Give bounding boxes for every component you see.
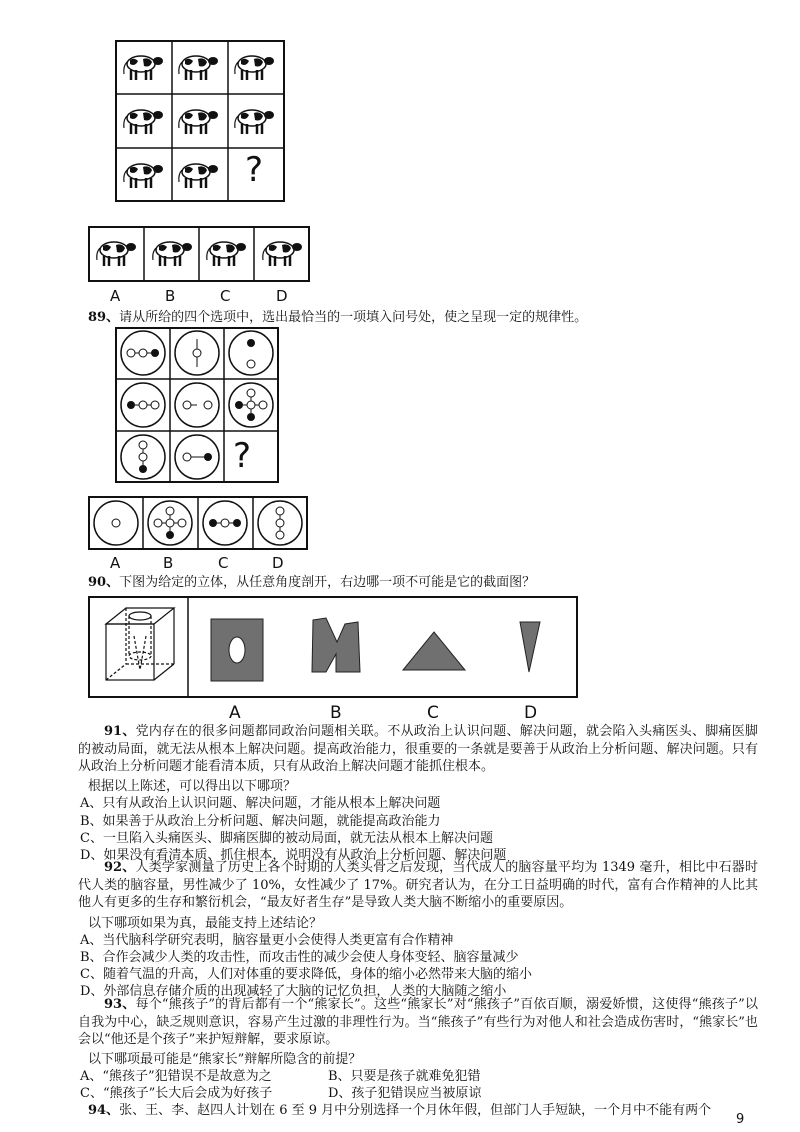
q91-prompt: 根据以上陈述，可以得出以下哪项？ (88, 779, 297, 794)
q94-text: 张、王、李、赵四人计划在 6 至 9 月中分别选择一个月休年假，但部门人手短缺，一个月中不能有两个 (119, 1103, 712, 1118)
q88-cow-r3c1 (121, 158, 167, 192)
q89-number: 89、 (88, 310, 120, 325)
q91-option-c[interactable]: C、一旦陷入头痛医头、脚痛医脚的被动局面，就无法从根本上解决问题 (80, 831, 493, 846)
q94-title (88, 1099, 711, 1118)
q88-cow-r1c1 (121, 50, 167, 84)
q88-question-mark: ? (245, 150, 264, 190)
q92-option-a[interactable]: A、当代脑科学研究表明，脑容量更小会使得人类更富有合作精神 (80, 933, 454, 948)
q88-option-a-label: A (110, 287, 121, 305)
q88-option-a-cow[interactable] (94, 236, 140, 270)
q93-prompt: 以下哪项最可能是“熊家长”辩解所隐含的前提？ (88, 1052, 362, 1067)
q93-number: 93、 (104, 997, 136, 1012)
q89-options-strip[interactable] (88, 496, 308, 550)
q93-option-b[interactable]: B、只要是孩子就难免犯错 (328, 1069, 481, 1084)
q92-text: 人类学家测量了历史上各个时期的人类头骨之后发现，当代成人的脑容量平均为 1349 毫升，相比中石器时代人类的脑容量，男性减少了 10%，女性减少了 17%。研究者认为，在分工日益明确的时代，富有合作精神的人比其他人有更多的生存和繁衍机会，“最友好者生存”是导致人类大脑不断缩小的重要原因。 (78, 860, 758, 911)
q94-number: 94、 (88, 1103, 120, 1118)
q93-paragraph (78, 996, 758, 1049)
q88-cow-r3c2 (176, 158, 222, 192)
q92-prompt: 以下哪项如果为真，最能支持上述结论？ (88, 916, 323, 931)
q89-question-mark: ? (233, 436, 252, 476)
q91-option-b[interactable]: B、如果善于从政治上分析问题、解决问题，就能提高政治能力 (80, 814, 441, 829)
q89-text: 请从所给的四个选项中，选出最恰当的一项填入问号处，使之呈现一定的规律性。 (119, 310, 588, 325)
q90-option-a-label: A (229, 703, 241, 723)
q91-number: 91、 (104, 724, 136, 739)
q88-cow-r2c2 (176, 104, 222, 138)
q88-cow-r2c1 (121, 104, 167, 138)
q92-option-b[interactable]: B、合作会减少人类的攻击性，而攻击性的减少会使人身体变轻、脑容量减少 (80, 950, 519, 965)
q90-figure (88, 596, 578, 698)
q90-text: 下图为给定的立体，从任意角度剖开，右边哪一项不可能是它的截面图？ (119, 575, 536, 590)
q88-cow-r1c3 (232, 50, 278, 84)
q88-option-d-cow[interactable] (260, 236, 306, 270)
q90-option-d-label: D (524, 703, 538, 723)
q92-option-d[interactable]: D、外部信息存储介质的出现减轻了大脑的记忆负担，人类的大脑随之缩小 (80, 984, 507, 999)
q93-option-a[interactable]: A、“熊孩子”犯错误不是故意为之 (80, 1069, 272, 1084)
q88-cow-r1c2 (176, 50, 222, 84)
q93-option-c[interactable]: C、“熊孩子”长大后会成为好孩子 (80, 1086, 273, 1101)
q91-option-a[interactable]: A、只有从政治上认识问题、解决问题，才能从根本上解决问题 (80, 796, 441, 811)
q88-option-d-label: D (276, 287, 288, 305)
page-number: 9 (736, 1112, 745, 1127)
q93-text: 每个“熊孩子”的背后都有一个“熊家长”。这些“熊家长”对“熊孩子”百依百顺，溺爱娇惯，这使得“熊孩子”以自我为中心，缺乏规则意识，容易产生过激的非理性行为。当“熊孩子”有些行为对他人和社会造成伤害时，“熊家长”也会以“他还是个孩子”来护短辩解，要求原谅。 (78, 997, 759, 1048)
q88-cow-r2c3 (232, 104, 278, 138)
q88-option-c-label: C (220, 287, 231, 305)
q92-option-c[interactable]: C、随着气温的升高，人们对体重的要求降低，身体的缩小必然带来大脑的缩小 (80, 967, 532, 982)
q92-paragraph (78, 859, 758, 912)
q90-number: 90、 (88, 575, 120, 590)
q90-option-c-label: C (427, 703, 439, 723)
q89-option-b-label: B (163, 554, 174, 572)
q89-puzzle-grid (115, 327, 279, 483)
q89-option-a-label: A (110, 554, 121, 572)
q91-text: 党内存在的很多问题都同政治问题相关联。不从政治上认识问题、解决问题，就会陷入头痛医头、脚痛医脚的被动局面，就无法从根本上解决问题。提高政治能力，很重要的一条就是要善于从政治上分析问题、解决问题。只有从政治上分析问题才能看清本质，只有从政治上解决问题才能抓住根本。 (78, 724, 758, 775)
q90-title (88, 571, 535, 590)
q88-option-b-label: B (165, 287, 176, 305)
q91-paragraph (78, 723, 758, 776)
q93-option-d[interactable]: D、孩子犯错误应当被原谅 (328, 1086, 482, 1101)
q88-option-c-cow[interactable] (204, 236, 250, 270)
q91-option-d[interactable]: D、如果没有看清本质、抓住根本，说明没有从政治上分析问题、解决问题 (80, 848, 507, 863)
q90-option-b-label: B (330, 703, 342, 723)
q89-option-d-label: D (272, 554, 284, 572)
q89-title (88, 306, 587, 325)
q89-option-c-label: C (218, 554, 229, 572)
q92-number: 92、 (104, 860, 136, 875)
q88-option-b-cow[interactable] (150, 236, 196, 270)
